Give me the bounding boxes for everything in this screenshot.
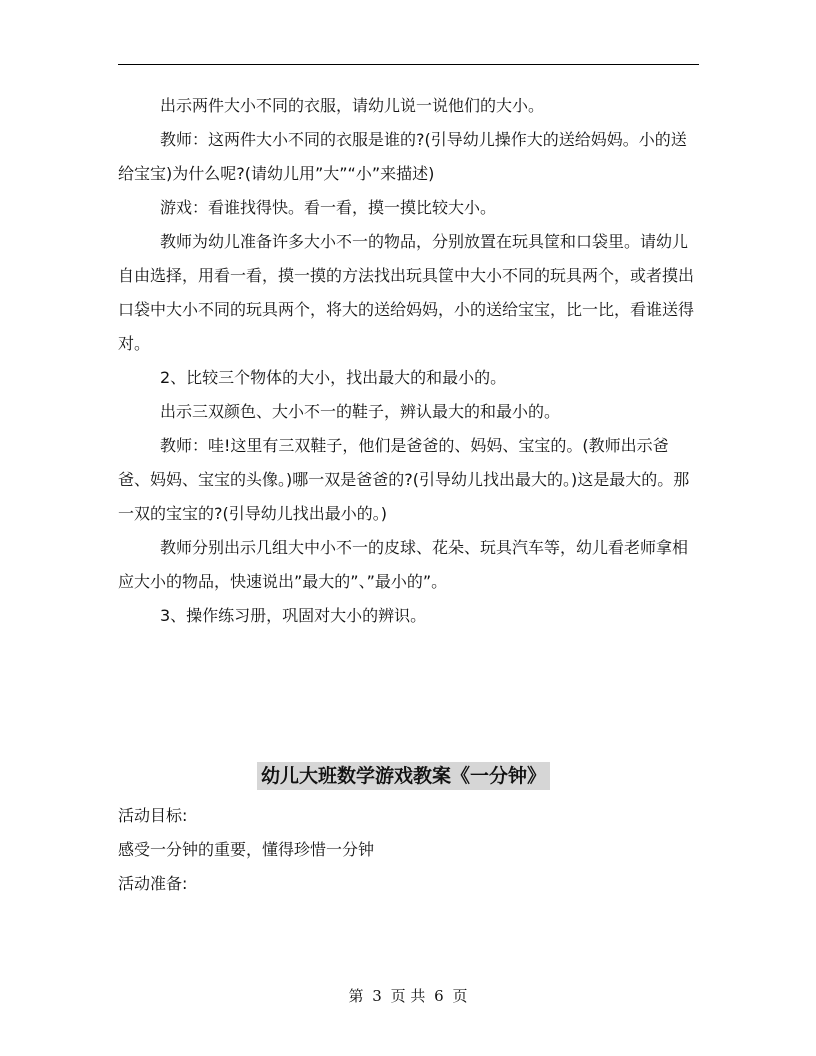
paragraph-7: 教师：哇!这里有三双鞋子，他们是爸爸的、妈妈、宝宝的。(教师出示爸爸、妈妈、宝宝的头像。)哪一双是爸爸的?(引导幼儿找出最大的。)这是最大的。那一双的宝宝的?(引导幼儿找出最小的。) [118,436,690,523]
page-footer [0,985,816,1006]
section-gap [118,633,699,757]
footer-current-page: 3 [372,987,382,1005]
paragraph-6: 出示三双颜色、大小不一的鞋子，辨认最大的和最小的。 [160,402,561,421]
document-body [118,89,699,901]
paragraph-4: 教师为幼儿准备许多大小不一的物品，分别放置在玩具筐和口袋里。请幼儿自由选择，用看一看，摸一摸的方法找出玩具筐中大小不同的玩具两个，或者摸出口袋中大小不同的玩具两个，将大的送给妈妈，小的送给宝宝，比一比，看谁送得对。 [118,232,695,353]
paragraph-8: 教师分别出示几组大中小不一的皮球、花朵、玩具汽车等，幼儿看老师拿相应大小的物品，快速说出”最大的”、”最小的”。 [118,538,689,591]
paragraph-9: 3、操作练习册，巩固对大小的辨识。 [160,606,427,625]
paragraph-5: 2、比较三个物体的大小，找出最大的和最小的。 [160,368,507,387]
paragraph-3: 游戏：看谁找得快。看一看，摸一摸比较大小。 [160,198,497,217]
paragraph-2: 教师：这两件大小不同的衣服是谁的?(引导幼儿操作大的送给妈妈。小的送给宝宝)为什么呢?(请幼儿用”大”“小”来描述) [118,130,687,183]
footer-middle: 页 共 [390,987,426,1005]
section-title-wrap [118,757,699,799]
footer-suffix: 页 [452,987,468,1005]
footer-prefix: 第 [348,987,364,1005]
section-item-2: 感受一分钟的重要，懂得珍惜一分钟 [118,840,375,859]
section-title: 幼儿大班数学游戏教案《一分钟》 [257,762,550,790]
header-rule [118,64,699,65]
footer-total-pages: 6 [434,987,444,1005]
section-item-3: 活动准备: [118,874,188,893]
section-item-1: 活动目标: [118,806,188,825]
paragraph-1: 出示两件大小不同的衣服，请幼儿说一说他们的大小。 [160,96,545,115]
